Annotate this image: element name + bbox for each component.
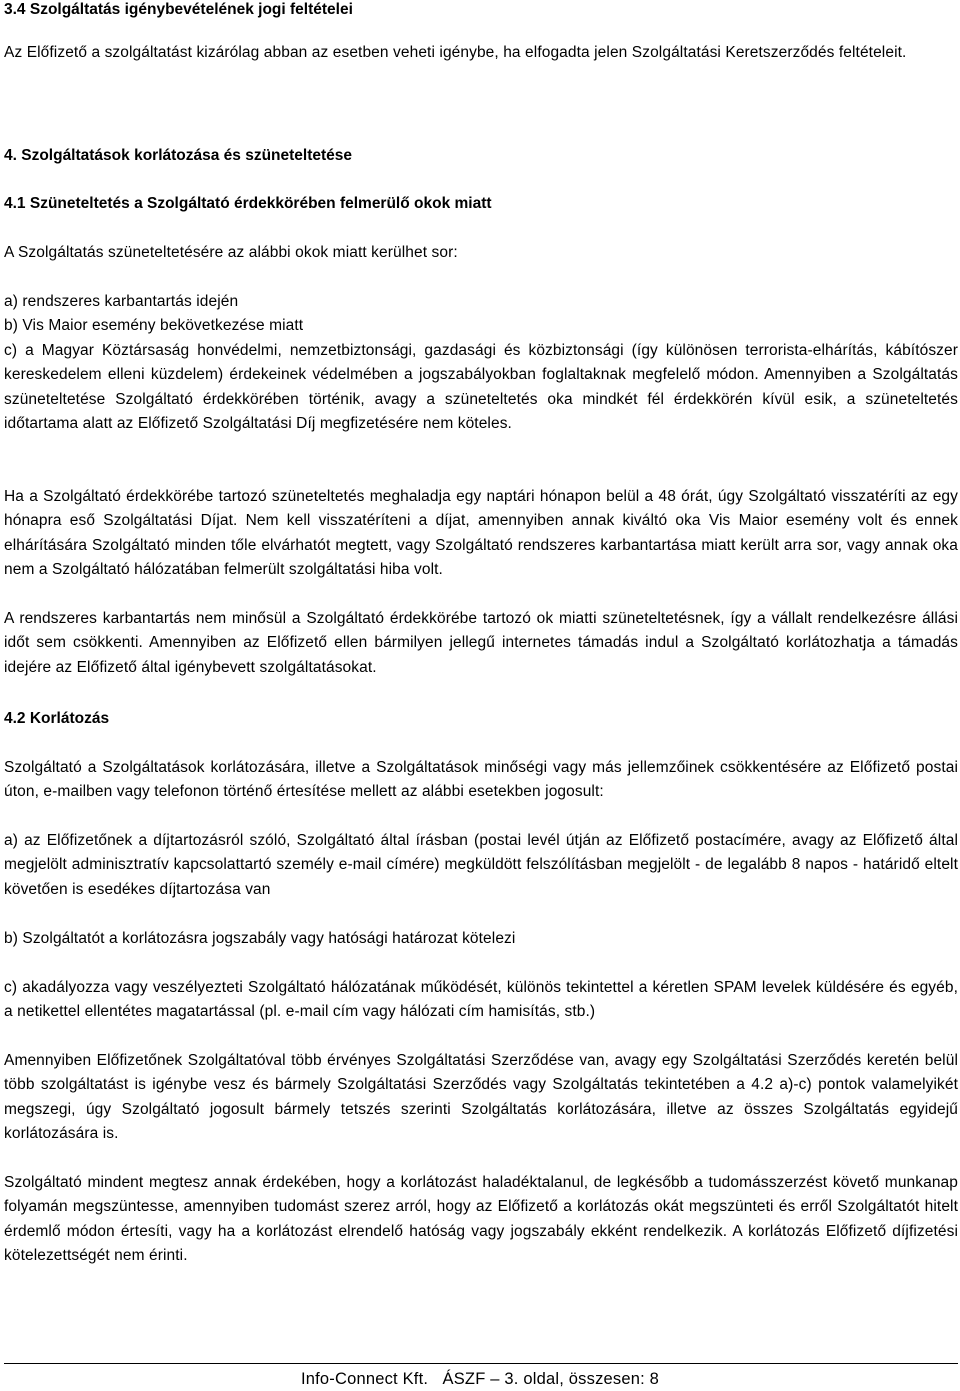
- paragraph-maintenance: A rendszeres karbantartás nem minősül a Szolgáltató érdekkörébe tartozó ok miatti szüneteltetésnek, így a vállalt rendelkezésre állási időt sem csökkenti. Amennyiben az Előfizető ellen bármilyen jellegű internetes támadás indul a Szolgáltató korlátozhatja a támadás idejére az Előfizető által igénybevett szolgáltatásokat.: [4, 610, 958, 676]
- paragraph-multiple-contracts: Amennyiben Előfizetőnek Szolgáltatóval több érvényes Szolgáltatási Szerződése van, avagy egy Szolgáltatási Szerződés keretén belül több szolgáltatást is igénybe vesz és bármely Szolgáltatási Szerződés vagy Szolgáltatás tekintetében a 4.2 a)-c) pontok valamelyikét megszegi, úgy Szolgáltató jogosult bármely tetszés szerinti Szolgáltatás korlátozására, illetve az összes Szolgáltatás egyidejű korlátozására is.: [4, 1052, 958, 1143]
- list-item-4-1-a: a) rendszeres karbantartás idején: [4, 293, 239, 310]
- section-4-2-heading: 4.2 Korlátozás: [4, 710, 110, 727]
- list-item-4-2-c: c) akadályozza vagy veszélyezteti Szolgáltató hálózatának működését, különös tekintettel a kéretlen SPAM levelek küldésére és egyéb, a netikettel ellentétes magatartással (pl. e-mail cím vagy hálózati cím hamisítás, stb.): [4, 979, 958, 1021]
- page-footer: Info-Connect Kft. ÁSZF – 3. oldal, összesen: 8: [300, 1370, 660, 1388]
- section-3-4-paragraph: Az Előfizető a szolgáltatást kizárólag abban az esetben veheti igénybe, ha elfogadta jelen Szolgáltatási Keretszerződés feltételeit.: [4, 44, 907, 61]
- section-4-1-heading: 4.1 Szüneteltetés a Szolgáltató érdekkörében felmerülő okok miatt: [4, 195, 492, 212]
- paragraph-48-hours: Ha a Szolgáltató érdekkörébe tartozó szüneteltetés meghaladja egy naptári hónapon belül a 48 órát, úgy Szolgáltató visszatéríti az egy hónapra eső Szolgáltatási Díjat. Nem kell visszatéríteni a díjat, amennyiben annak kiváltó oka Vis Maior esemény volt és ennek elhárítására Szolgáltató minden tőle elvárhatót megtett, vagy Szolgáltató rendszeres karbantartása miatt került arra sor, vagy annak oka nem a Szolgáltató hálózatában felmerült szolgáltatási hiba volt.: [4, 488, 958, 579]
- list-item-4-1-b: b) Vis Maior esemény bekövetkezése miatt: [4, 317, 304, 334]
- section-4-2-intro: Szolgáltató a Szolgáltatások korlátozására, illetve a Szolgáltatások minőségi vagy más jellemzőinek csökkentésére az Előfizető postai úton, e-mailben vagy telefonon történő értesítése mellett az alábbi esetekben jogosult:: [4, 759, 958, 801]
- paragraph-restriction-removal: Szolgáltató mindent megtesz annak érdekében, hogy a korlátozást haladéktalanul, de legkésőbb a tudomásszerzést követő munkanap folyamán megszüntesse, amennyiben tudomást szerez arról, hogy az Előfizető a korlátozás okát megszünteti és erről Szolgáltatót hitelt érdemlő módon értesíti, vagy ha a korlátozást elrendelő hatóság vagy jogszabály ekként rendelkezik. A korlátozás Előfizető díjfizetési kötelezettségét nem érinti.: [4, 1174, 958, 1265]
- list-item-4-2-b: b) Szolgáltatót a korlátozásra jogszabály vagy hatósági határozat kötelezi: [4, 930, 516, 947]
- list-item-4-1-c: c) a Magyar Köztársaság honvédelmi, nemzetbiztonsági, gazdasági és közbiztonsági (így különösen terrorista-elhárítás, kábítószer kereskedelem elleni küzdelem) érdekeinek védelmében a jogszabályokban foglaltaknak megfelelő módon. Amennyiben a Szolgáltatás szüneteltetése Szolgáltató érdekkörében történik, avagy a szüneteltetés oka mindkét fél érdekkörén kívül esik, a szüneteltetés időtartama alatt az Előfizető Szolgáltatási Díj megfizetésére nem köteles.: [4, 342, 958, 433]
- list-item-4-2-a: a) az Előfizetőnek a díjtartozásról szóló, Szolgáltató által írásban (postai levél útján az Előfizető postacímére, avagy az Előfizető által megjelölt adminisztratív kapcsolattartó személy e-mail címére) megküldött felszólításban megjelölt - de legalább 8 napos - határidő eltelt követően is esedékes díjtartozása van: [4, 832, 958, 898]
- section-3-4-heading: 3.4 Szolgáltatás igénybevételének jogi feltételei: [4, 1, 353, 18]
- footer-divider: [4, 1363, 958, 1364]
- section-4-heading: 4. Szolgáltatások korlátozása és szüneteltetése: [4, 147, 353, 164]
- section-4-1-intro: A Szolgáltatás szüneteltetésére az alábbi okok miatt kerülhet sor:: [4, 244, 458, 261]
